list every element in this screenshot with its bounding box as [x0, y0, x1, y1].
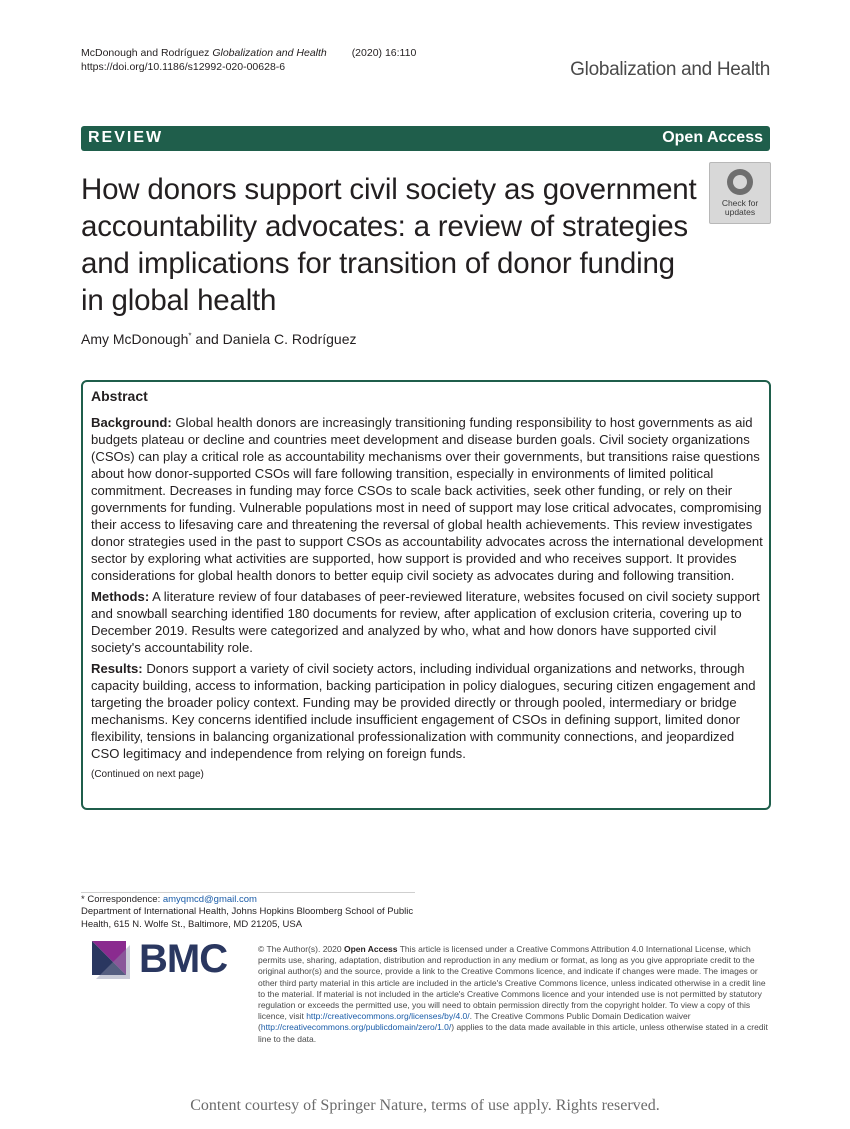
author-first[interactable]: Amy McDonough — [81, 331, 189, 347]
license-text3: ) applies to the data made available in this article, unless otherwise stated in a credit line to the data. — [258, 1022, 768, 1044]
license-text2: . The Creative Commons Public Domain Dedication waiver ( — [258, 1011, 691, 1033]
background-text: Global health donors are increasingly transitioning funding responsibility to host governments as aid budgets plateau or decline and countries meet development and disease burden goals. Civil society organizations (CSOs) can play a critical role as accountability mechanisms over their governments, but transitions raise questions about how donor-supported CSOs will fare following transition, especially in environments of limited political commitment. Decreases in funding may force CSOs to scale back activities, seek other funding, or rely on their governments for funding. Vulnerable populations most in need of support may lose critical advocates, compromising their access to lifesaving care and threatening the reversal of global health achievements. This review investigates donor strategies used in the past to support CSOs as accountability advocates across the international development sector by exploring what activities are supported, how support is provided and who receives support. It provides considerations for global health donors to better equip civil society as advocates during and following transition. — [91, 415, 763, 583]
bmc-logo-text: BMC — [139, 937, 228, 981]
results-text: Donors support a variety of civil society actors, including individual organizations and networks, through capacity building, access to information, backing participation in policy dialogues, securing citizen engagement and targeting the broader policy context. Funding may be provided directly or through pooled, intermediary or bridge mechanisms. Key concerns identified include insufficient engagement of CSOs in defining support, limited donor flexibility, tensions in balancing organizational professionalization with community connections, and jeopardized CSO legitimacy and independence from relying on foreign funds. — [91, 661, 756, 761]
correspondence-footnote — [81, 894, 421, 931]
license-link-zero[interactable]: http://creativecommons.org/publicdomain/zero/1.0/ — [260, 1022, 452, 1033]
courtesy-notice: Content courtesy of Springer Nature, terms of use apply. Rights reserved. — [190, 1097, 660, 1114]
badge-line2: updates — [724, 207, 756, 217]
doi-link[interactable]: https://doi.org/10.1186/s12992-020-00628-6 — [81, 61, 286, 73]
results-label: Results: — [91, 661, 143, 676]
corresponding-marker: * — [188, 331, 192, 341]
license-text — [258, 944, 770, 1045]
abstract-box — [81, 380, 771, 810]
abstract-methods — [91, 588, 763, 656]
correspondence-email[interactable]: amyqmcd@gmail.com — [162, 894, 257, 905]
citation-authors: McDonough and Rodríguez — [81, 47, 210, 59]
badge-text — [710, 199, 770, 217]
author-rest: and Daniela C. Rodríguez — [191, 331, 357, 347]
abstract-background — [91, 414, 763, 584]
abstract-body — [91, 414, 763, 783]
badge-line1: Check for — [721, 198, 759, 208]
footnote-divider — [81, 892, 415, 893]
continued-note: (Continued on next page) — [91, 769, 204, 780]
background-label: Background: — [91, 415, 172, 430]
bmc-logo — [92, 937, 242, 981]
citation-year-volume: (2020) 16:110 — [351, 47, 417, 59]
citation-line — [81, 46, 416, 60]
article-type-label: REVIEW — [88, 129, 164, 146]
license-text1: This article is licensed under a Creative Commons Attribution 4.0 International License, which permits use, sharing, adaptation, distribution and reproduction in any medium or format, as long as you give appropriate credit to the original author(s) and the source, provide a link to the Creative Commons licence, and indicate if changes were made. The images or other third party material in this article are included in the article's Creative Commons licence, unless indicated otherwise in a credit line to the material. If material is not included in the article's Creative Commons licence and your intended use is not permitted by statutory regulation or exceeds the permitted use, you will need to obtain permission directly from the copyright holder. To view a copy of this licence, visit — [258, 944, 766, 1022]
open-access-label: Open Access — [662, 129, 763, 146]
author-list — [81, 331, 357, 347]
check-for-updates-badge[interactable] — [709, 162, 771, 224]
journal-name: Globalization and Health — [570, 59, 770, 80]
citation-journal: Globalization and Health — [212, 47, 327, 59]
methods-text: A literature review of four databases of peer-reviewed literature, websites focused on civil society support and snowball searching identified 180 documents for review, after application of exclusion criteria, covering up to December 2019. Results were categorized and analyzed by who, what and how donors have supported civil society's accountability role. — [91, 589, 760, 655]
methods-label: Methods: — [91, 589, 150, 604]
abstract-heading: Abstract — [91, 388, 148, 404]
article-type-bar — [81, 126, 770, 151]
license-link-by[interactable]: http://creativecommons.org/licenses/by/4.0/ — [306, 1011, 470, 1022]
article-title: How donors support civil society as government accountability advocates: a review of strategies and implications for transition of donor funding in global health — [81, 173, 697, 317]
abstract-results — [91, 660, 763, 762]
license-open-access: Open Access — [343, 944, 398, 954]
bmc-logo-icon — [92, 941, 132, 981]
update-icon — [727, 169, 753, 195]
license-lead: © The Author(s). 2020 — [258, 944, 344, 954]
affiliation: Department of International Health, Johns Hopkins Bloomberg School of Public Health, 615 N. Wolfe St., Baltimore, MD 21205, USA — [81, 906, 414, 930]
correspondence-label: * Correspondence: — [81, 894, 163, 905]
